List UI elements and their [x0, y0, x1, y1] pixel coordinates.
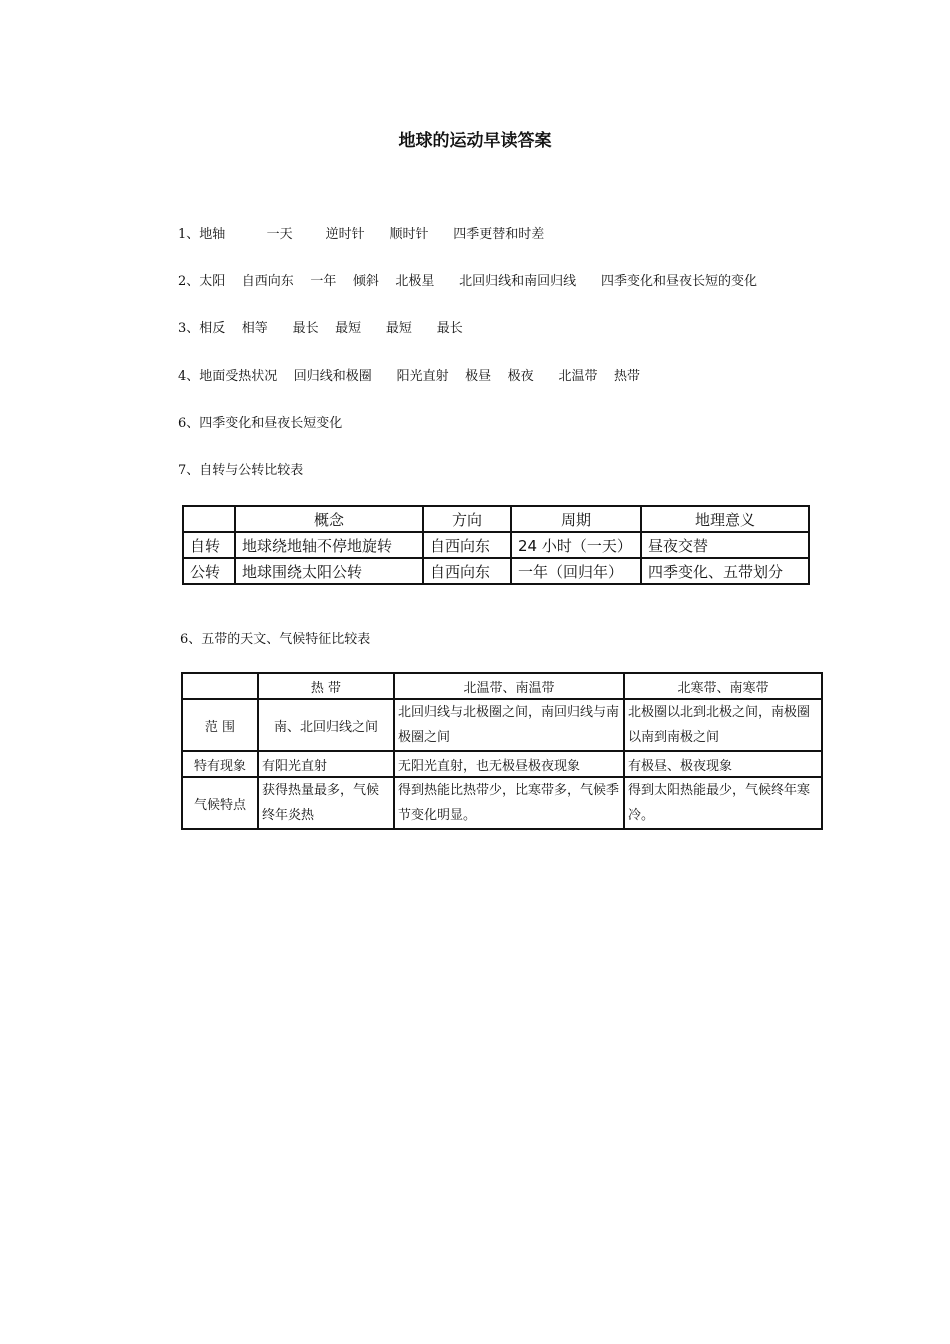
answer-line-7: 7、自转与公转比较表	[178, 463, 304, 478]
table-cell: 24 小时（一天）	[511, 532, 641, 558]
table-cell: 获得热量最多，气候终年炎热	[258, 777, 394, 829]
table-header-cell: 北温带、南温带	[394, 673, 624, 699]
table-row	[182, 751, 822, 777]
row-label: 特有现象	[182, 751, 258, 777]
table-cell: 昼夜交替	[641, 532, 809, 558]
table-header-cell: 周期	[511, 506, 641, 532]
row-label: 范 围	[182, 699, 258, 751]
table-cell: 自西向东	[423, 532, 511, 558]
row-label: 自转	[183, 532, 235, 558]
section-6-label: 6、五带的天文、气候特征比较表	[180, 632, 371, 647]
answer-line-2: 2、太阳 自西向东 一年 倾斜 北极星 北回归线和南回归线 四季变化和昼夜长短的变化	[178, 274, 757, 289]
table-cell: 有极昼、极夜现象	[624, 751, 822, 777]
answer-line-3: 3、相反 相等 最长 最短 最短 最长	[178, 321, 463, 336]
table-header-cell	[182, 673, 258, 699]
table-cell: 四季变化、五带划分	[641, 558, 809, 584]
answer-line-6: 6、四季变化和昼夜长短变化	[178, 416, 343, 431]
table-row	[182, 777, 822, 829]
table-row	[183, 532, 809, 558]
table-cell: 自西向东	[423, 558, 511, 584]
table-header-cell	[183, 506, 235, 532]
table-header-row	[182, 673, 822, 699]
table-header-cell: 热 带	[258, 673, 394, 699]
table-row	[182, 699, 822, 751]
table-header-cell: 概念	[235, 506, 423, 532]
table-row	[183, 558, 809, 584]
table-cell: 无阳光直射，也无极昼极夜现象	[394, 751, 624, 777]
row-label: 气候特点	[182, 777, 258, 829]
answer-line-1: 1、地轴 一天 逆时针 顺时针 四季更替和时差	[178, 227, 545, 242]
table-cell: 地球围绕太阳公转	[235, 558, 423, 584]
table-cell: 南、北回归线之间	[258, 699, 394, 751]
table-cell: 一年（回归年）	[511, 558, 641, 584]
table-header-cell: 北寒带、南寒带	[624, 673, 822, 699]
table-cell: 得到太阳热能最少，气候终年寒冷。	[624, 777, 822, 829]
table-cell: 得到热能比热带少，比寒带多，气候季节变化明显。	[394, 777, 624, 829]
table-cell: 地球绕地轴不停地旋转	[235, 532, 423, 558]
table-cell: 北极圈以北到北极之间，南极圈以南到南极之间	[624, 699, 822, 751]
table-cell: 有阳光直射	[258, 751, 394, 777]
table-header-cell: 方向	[423, 506, 511, 532]
table-cell: 北回归线与北极圈之间，南回归线与南极圈之间	[394, 699, 624, 751]
rotation-revolution-table	[182, 505, 810, 585]
answer-line-4: 4、地面受热状况 回归线和极圈 阳光直射 极昼 极夜 北温带 热带	[178, 369, 640, 384]
document-title: 地球的运动早读答案	[398, 131, 552, 151]
table-header-cell: 地理意义	[641, 506, 809, 532]
five-zones-table	[181, 672, 823, 830]
table-header-row	[183, 506, 809, 532]
row-label: 公转	[183, 558, 235, 584]
